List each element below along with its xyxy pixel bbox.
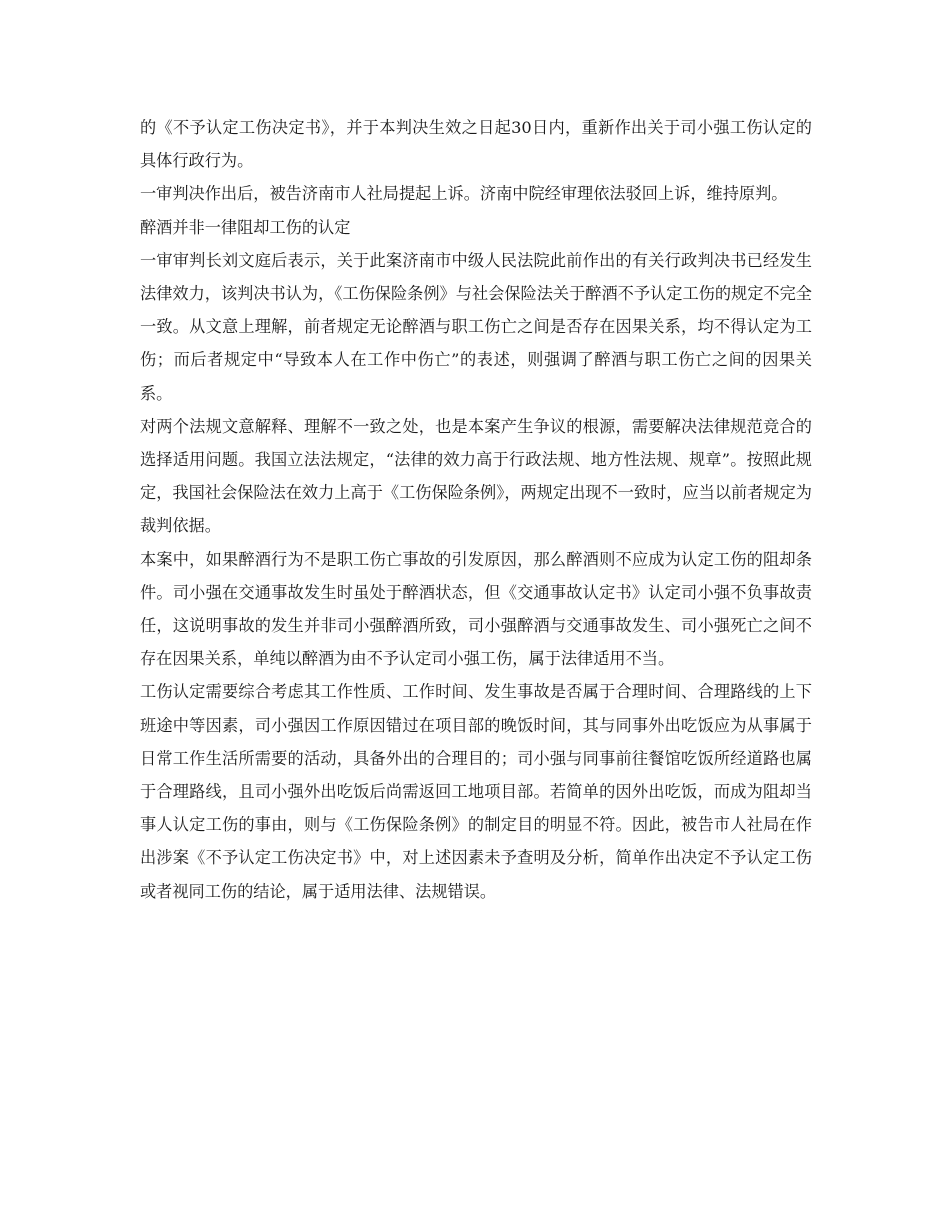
document-body xyxy=(140,111,812,908)
paragraph-conclusion: 工伤认定需要综合考虑其工作性质、工作时间、发生事故是否属于合理时间、合理路线的上下班途中等因素，司小强因工作原因错过在项目部的晚饭时间，其与同事外出吃饭应为从事属于日常工作生活所需要的活动，具备外出的合理目的；司小强与同事前往餐馆吃饭所经道路也属于合理路线，且司小强外出吃饭后尚需返回工地项目部。若简单的因外出吃饭，而成为阻却当事人认定工伤的事由，则与《工伤保险条例》的制定目的明显不符。因此，被告市人社局在作出涉案《不予认定工伤决定书》中，对上述因素未予查明及分析，简单作出决定不予认定工伤或者视同工伤的结论，属于适用法律、法规错误。 xyxy=(140,682,812,901)
section-heading: 醉酒并非一律阻却工伤的认定 xyxy=(140,217,351,237)
paragraph-legal-conflict: 对两个法规文意解释、理解不一致之处，也是本案产生争议的根源，需要解决法律规范竞合的选择适用问题。我国立法法规定，“法律的效力高于行政法规、地方性法规、规章”。按照此规定，我国社会保险法在效力上高于《工伤保险条例》，两规定出现不一致时，应当以前者规定为裁判依据。 xyxy=(140,416,812,536)
paragraph-case-analysis: 本案中，如果醉酒行为不是职工伤亡事故的引发原因，那么醉酒则不应成为认定工伤的阻却条件。司小强在交通事故发生时虽处于醉酒状态，但《交通事故认定书》认定司小强不负事故责任，这说明事故的发生并非司小强醉酒所致，司小强醉酒与交通事故发生、司小强死亡之间不存在因果关系，单纯以醉酒为由不予认定司小强工伤，属于法律适用不当。 xyxy=(140,549,812,669)
paragraph-judge-statement: 一审审判长刘文庭后表示，关于此案济南市中级人民法院此前作出的有关行政判决书已经发生法律效力，该判决书认为，《工伤保险条例》与社会保险法关于醉酒不予认定工伤的规定不完全一致。从文意上理解，前者规定无论醉酒与职工伤亡之间是否存在因果关系，均不得认定为工伤；而后者规定中“导致本人在工作中伤亡”的表述，则强调了醉酒与职工伤亡之间的因果关系。 xyxy=(140,250,812,403)
paragraph-appeal: 一审判决作出后，被告济南市人社局提起上诉。济南中院经审理依法驳回上诉，维持原判。 xyxy=(140,184,788,204)
paragraph-judgment-continuation: 的《不予认定工伤决定书》，并于本判决生效之日起30日内，重新作出关于司小强工伤认定的具体行政行为。 xyxy=(140,118,812,171)
